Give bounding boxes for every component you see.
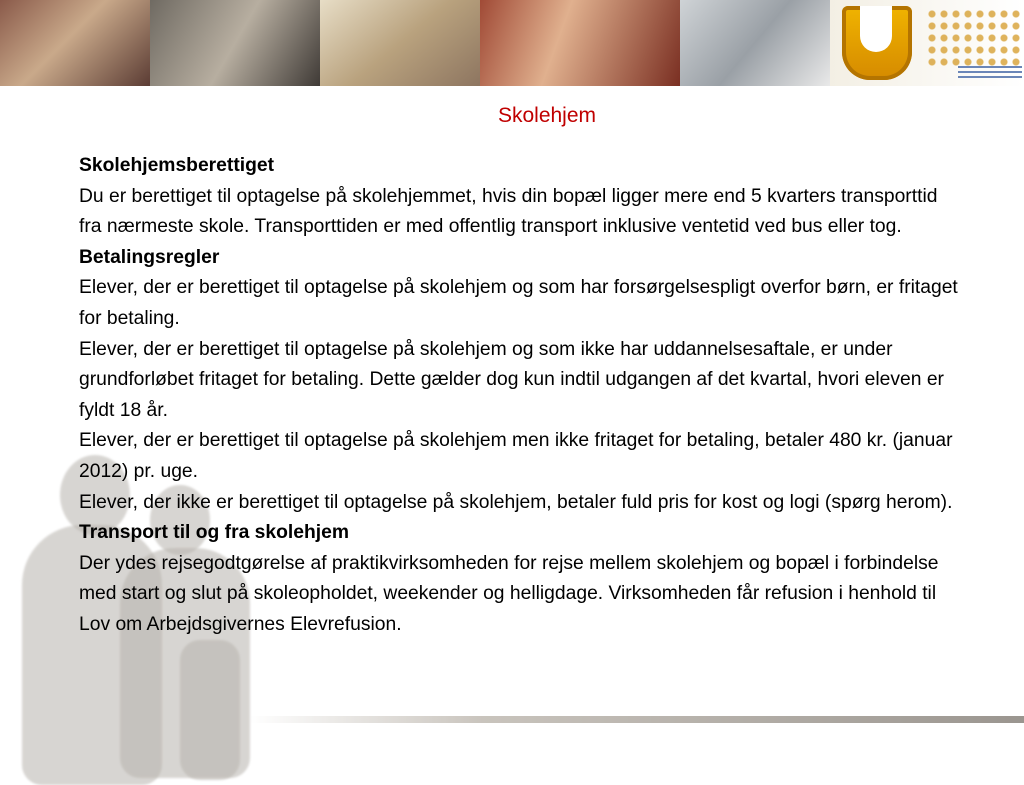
paragraph: Elever, der ikke er berettiget til optagelse på skolehjem, betaler fuld pris for kost og logi (spørg herom). xyxy=(79,491,953,513)
footer-divider xyxy=(250,716,1024,723)
dot-pattern-icon xyxy=(926,8,1022,66)
section-heading: Skolehjemsberettiget xyxy=(79,155,275,176)
paragraph: Elever, der er berettiget til optagelse på skolehjem og som har forsørgelsespligt overfor børn, er fritaget for betaling. xyxy=(79,277,958,329)
background-silhouette xyxy=(180,640,240,780)
slide-body xyxy=(79,151,959,641)
banner-photo xyxy=(480,0,680,86)
slide-title: Skolehjem xyxy=(497,104,597,127)
paragraph: Du er berettiget til optagelse på skolehjemmet, hvis din bopæl ligger mere end 5 kvarters transporttid fra nærmeste skole. Transporttiden er med offentlig transport inklusive ventetid ved bus eller tog. xyxy=(79,185,938,238)
banner-photo xyxy=(680,0,830,86)
paragraph: Elever, der er berettiget til optagelse på skolehjem men ikke fritaget for betaling, betaler 480 kr. (januar 2012) pr. uge. xyxy=(79,430,953,482)
banner-photo xyxy=(320,0,480,86)
banner-photo xyxy=(150,0,320,86)
banner-photo xyxy=(0,0,150,86)
logo-lines-icon xyxy=(958,66,1022,78)
header-photo-banner xyxy=(0,0,1024,86)
u-logo-icon xyxy=(842,6,912,80)
paragraph: Elever, der er berettiget til optagelse på skolehjem og som ikke har uddannelsesaftale, er under grundforløbet fritaget for betaling. Dette gælder dog kun indtil udgangen af det kvartal, hvori eleven er fyldt 18 år. xyxy=(79,338,944,421)
section-heading: Transport til og fra skolehjem xyxy=(79,522,349,544)
paragraph: Der ydes rejsegodtgørelse af praktikvirksomheden for rejse mellem skolehjem og bopæl i forbindelse med start og slut på skoleopholdet, weekender og helligdage. Virksomheden får refusion i henhold til Lov om Arbejdsgivernes Elevrefusion. xyxy=(79,552,939,635)
section-heading: Betalingsregler xyxy=(79,246,220,268)
logo-area xyxy=(830,0,1024,86)
